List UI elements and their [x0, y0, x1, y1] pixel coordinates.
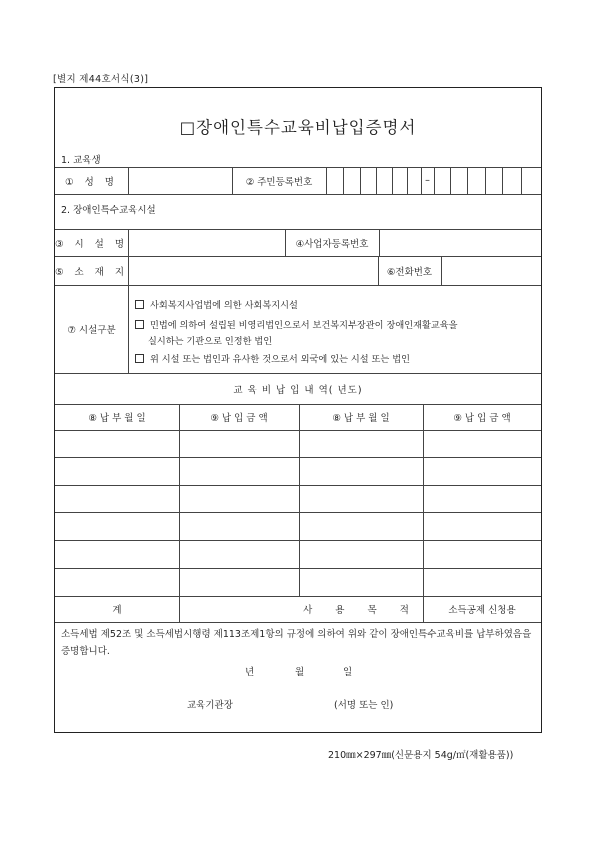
business-number-label: ④사업자등록번호	[295, 238, 369, 250]
checkbox-icon[interactable]	[135, 300, 144, 309]
payment-row[interactable]	[55, 512, 541, 540]
total-label: 계	[112, 605, 122, 616]
certification-text: 소득세법 제52조 및 소득세법시행령 제113조제1항의 규정에 의하여 위와 같이 장애인특수교육비를 납부하였음을 증명합니다.	[61, 629, 532, 657]
purpose-value: 소득공제 신청용	[448, 605, 516, 616]
phone-label: ⑥전화번호	[386, 266, 433, 278]
business-number-field[interactable]	[381, 231, 539, 254]
certificate-form	[54, 87, 542, 733]
facility-type-label: ⑦ 시설구분	[67, 325, 116, 336]
payment-row[interactable]	[55, 540, 541, 568]
form-reference: [별지 제44호서식(3)]	[53, 74, 149, 85]
form-title: □장애인특수교육비납입증명서	[179, 118, 417, 137]
facility-name-field[interactable]	[130, 231, 283, 254]
payment-row[interactable]	[55, 430, 541, 457]
option-social-welfare[interactable]: 사회복지사업법에 의한 사회복지시설	[135, 297, 298, 311]
phone-field[interactable]	[443, 258, 539, 283]
option-nonprofit[interactable]: 민법에 의하여 설립된 비영리법인으로서 보건복지부장관이 장애인재활교육을	[135, 317, 457, 331]
date-day-label: 일	[343, 667, 353, 678]
section-facility-heading: 2. 장애인특수교육시설	[61, 205, 156, 216]
rrn-dash: –	[425, 175, 430, 186]
payment-row[interactable]	[55, 568, 541, 596]
payment-history-heading: 교 육 비 납 입 내 역( 년도)	[233, 384, 363, 396]
col-payment-amount-2: ⑨ 납 입 금 액	[453, 413, 511, 424]
col-payment-amount-1: ⑨ 납 입 금 액	[210, 413, 268, 424]
signature-label: (서명 또는 인)	[334, 700, 394, 711]
section-student-heading: 1. 교육생	[61, 155, 101, 166]
date-year-label: 년	[245, 667, 255, 678]
date-month-label: 월	[295, 667, 305, 678]
col-payment-date-2: ⑧ 납 부 월 일	[332, 413, 390, 424]
issuer-label: 교육기관장	[187, 700, 233, 711]
payment-row[interactable]	[55, 457, 541, 485]
address-field[interactable]	[130, 258, 376, 283]
checkbox-icon[interactable]	[135, 354, 144, 363]
address-label: ⑤ 소 재 지	[54, 266, 129, 278]
name-label: ① 성 명	[65, 176, 118, 188]
paper-spec-footer: 210㎜×297㎜(신문용지 54g/㎡(재활용품))	[328, 750, 514, 761]
col-payment-date-1: ⑧ 납 부 월 일	[88, 413, 146, 424]
facility-name-label: ③ 시 설 명	[54, 238, 129, 250]
purpose-label: 사 용 목 적	[303, 605, 419, 616]
rrn-label: ② 주민등록번호	[245, 176, 313, 188]
total-amount-field[interactable]	[181, 598, 297, 620]
student-name-field[interactable]	[130, 169, 230, 192]
checkbox-icon[interactable]	[135, 320, 144, 329]
option-nonprofit-cont: 실시하는 기관으로 인정한 법인	[148, 336, 273, 347]
option-foreign[interactable]: 위 시설 또는 법인과 유사한 것으로서 외국에 있는 시설 또는 법인	[135, 351, 410, 365]
payment-row[interactable]	[55, 485, 541, 512]
